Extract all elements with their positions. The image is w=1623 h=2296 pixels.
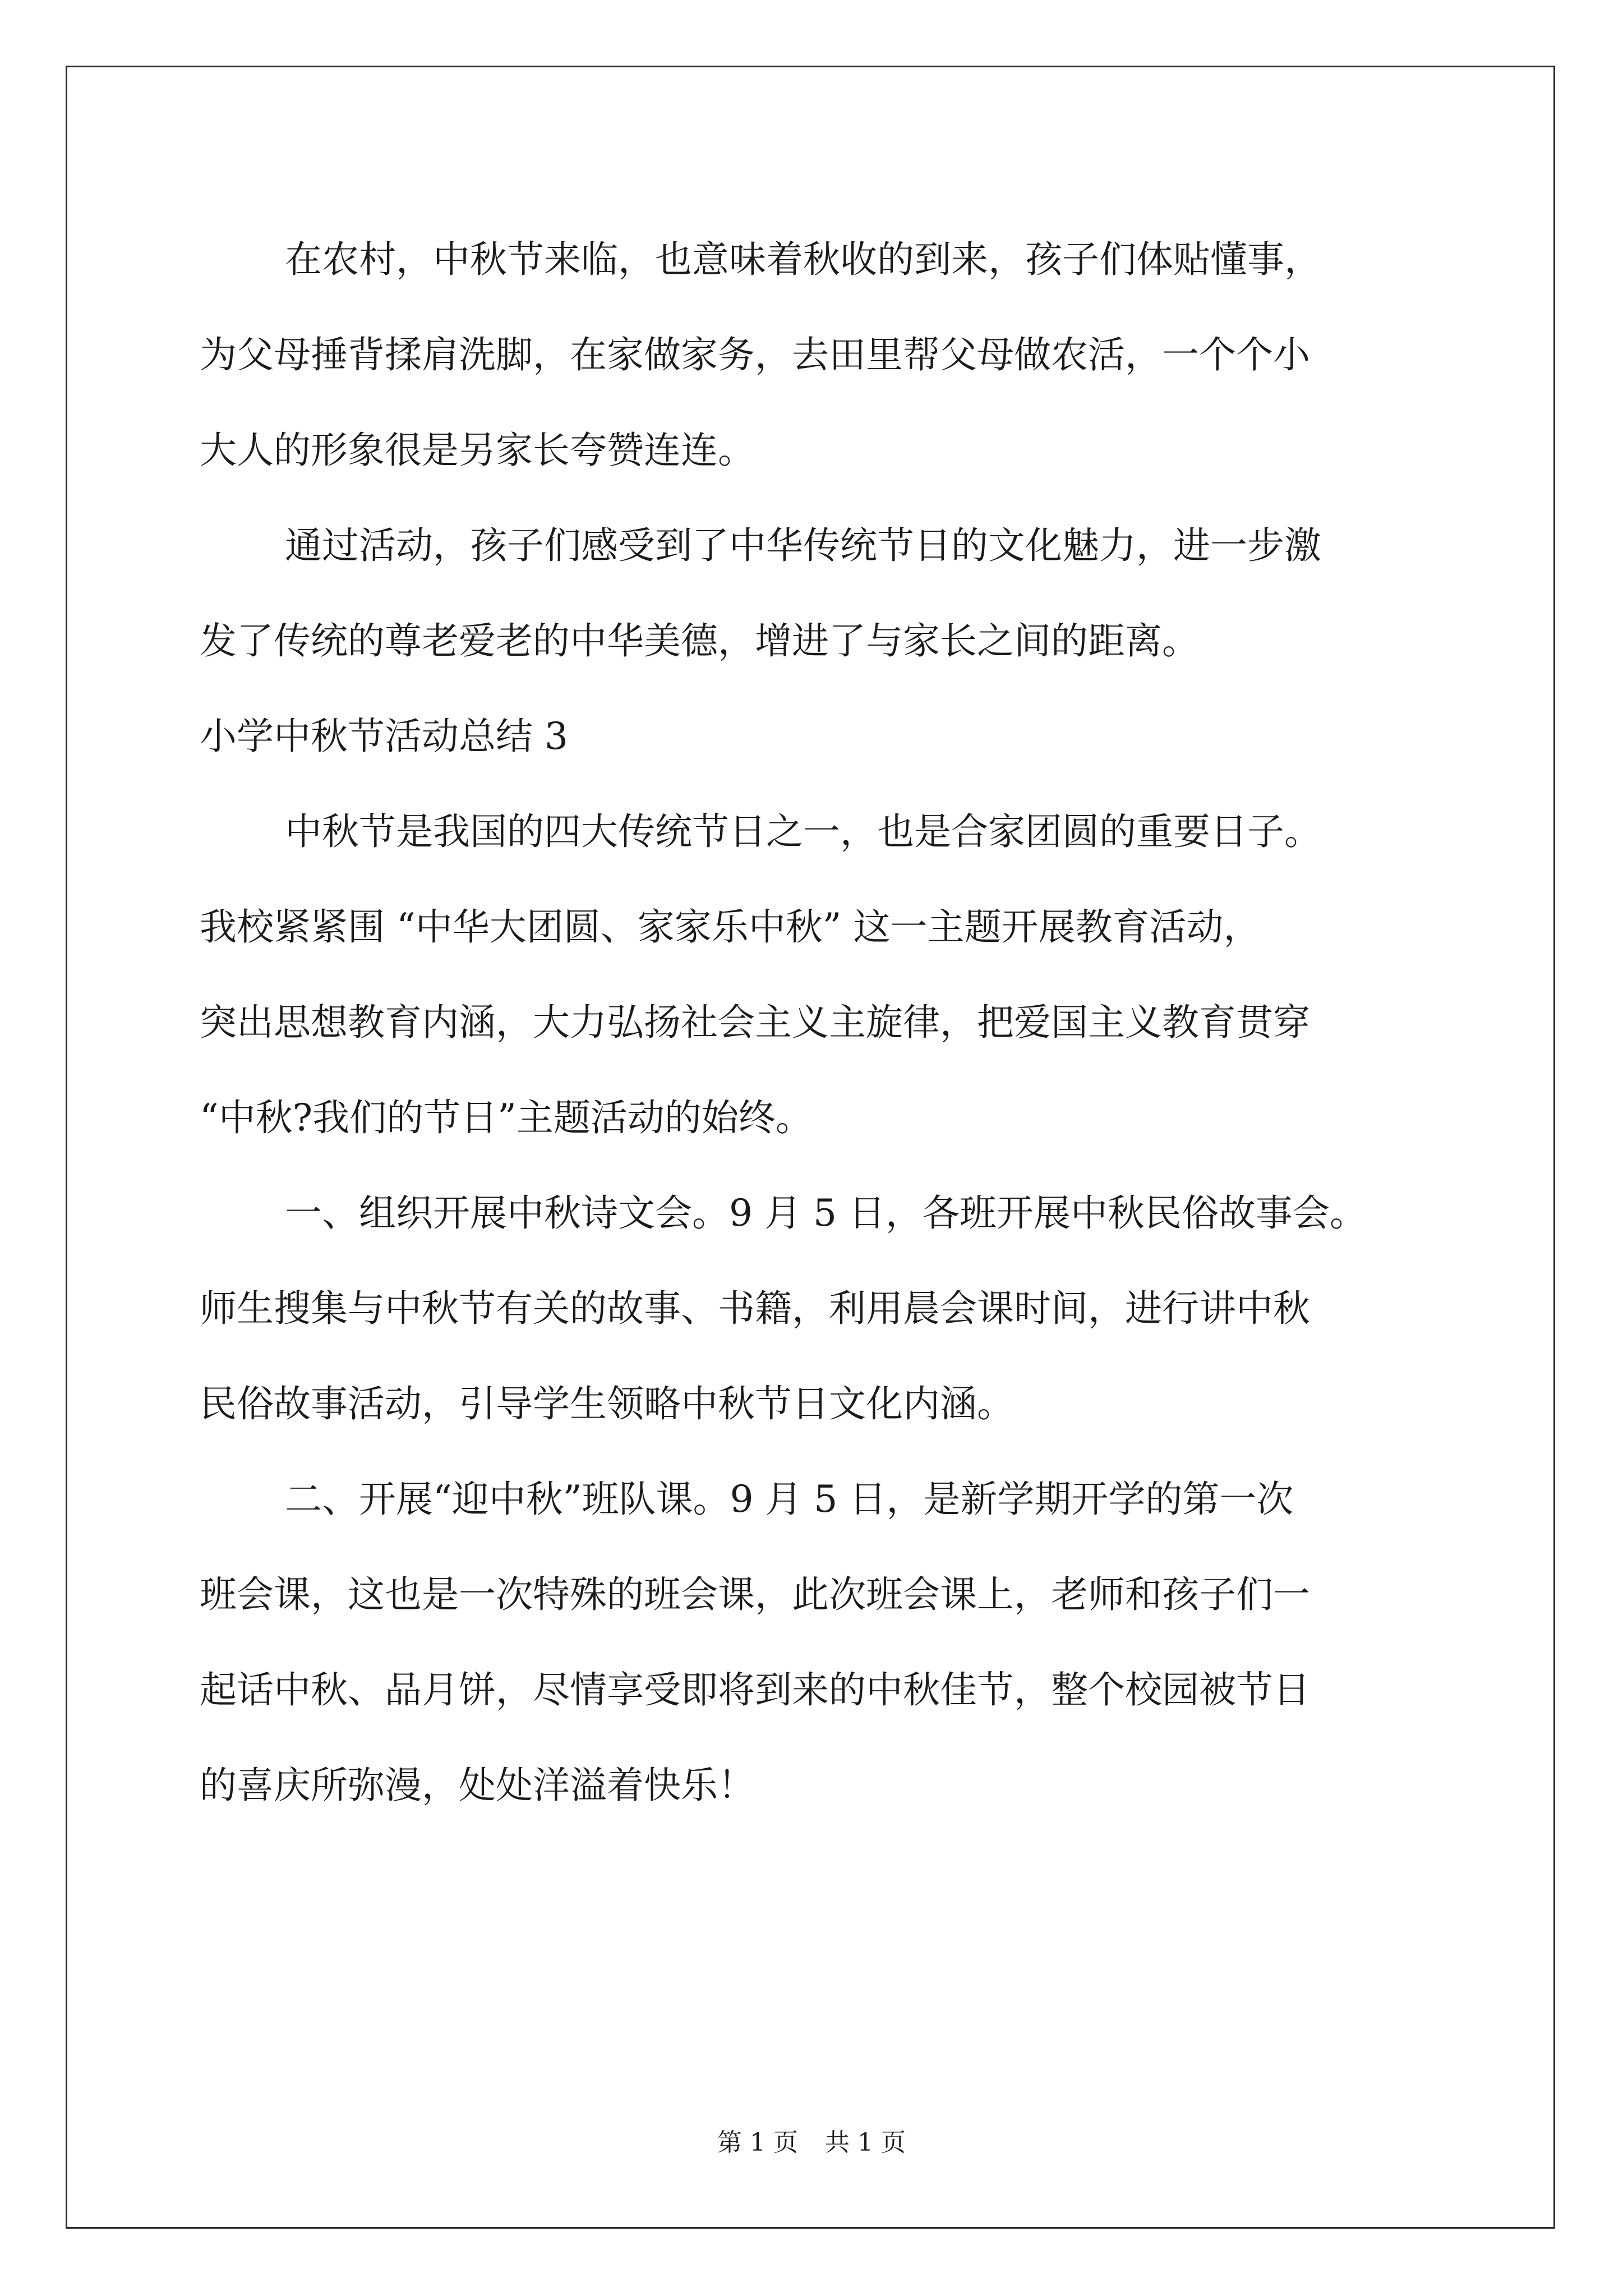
paragraph-line: 起话中秋、品月饼，尽情享受即将到来的中秋佳节，整个校园被节日 — [200, 1668, 1310, 1711]
paragraph-line: 突出思想教育内涵，大力弘扬社会主义主旋律，把爱国主义教育贯穿 — [200, 1001, 1310, 1044]
paragraph-line: 中秋节是我国的四大传统节日之一，也是合家团圆的重要日子。 — [285, 810, 1321, 853]
paragraph-line: “中秋?我们的节日”主题活动的始终。 — [200, 1096, 813, 1139]
section-heading: 小学中秋节活动总结 3 — [200, 715, 568, 758]
paragraph-line: 大人的形象很是另家长夸赞连连。 — [200, 429, 755, 472]
document-body — [200, 212, 1467, 1833]
paragraph-line: 为父母捶背揉肩洗脚，在家做家务，去田里帮父母做农活，一个个小 — [200, 333, 1310, 376]
paragraph-line: 在农村，中秋节来临，也意味着秋收的到来，孩子们体贴懂事， — [285, 238, 1321, 281]
page-footer — [0, 2126, 1623, 2160]
paragraph-line: 班会课，这也是一次特殊的班会课，此次班会课上，老师和孩子们一 — [200, 1573, 1310, 1616]
page-total: 共 1 页 — [825, 2128, 906, 2157]
paragraph-line: 一、组织开展中秋诗文会。9 月 5 日，各班开展中秋民俗故事会。 — [285, 1191, 1367, 1235]
paragraph-line: 的喜庆所弥漫，处处洋溢着快乐！ — [200, 1764, 755, 1807]
paragraph-line: 师生搜集与中秋节有关的故事、书籍，利用晨会课时间，进行讲中秋 — [200, 1287, 1310, 1330]
paragraph-line: 民俗故事活动，引导学生领略中秋节日文化内涵。 — [200, 1382, 1014, 1425]
paragraph-line: 发了传统的尊老爱老的中华美德，增进了与家长之间的距离。 — [200, 619, 1199, 662]
page-number: 第 1 页 — [717, 2128, 798, 2157]
paragraph-line: 我校紧紧围 “中华大团圆、家家乐中秋” 这一主题开展教育活动， — [200, 905, 1261, 949]
paragraph-line: 二、开展“迎中秋”班队课。9 月 5 日，是新学期开学的第一次 — [285, 1478, 1294, 1521]
paragraph-line: 通过活动，孩子们感受到了中华传统节日的文化魅力，进一步激 — [285, 524, 1321, 567]
